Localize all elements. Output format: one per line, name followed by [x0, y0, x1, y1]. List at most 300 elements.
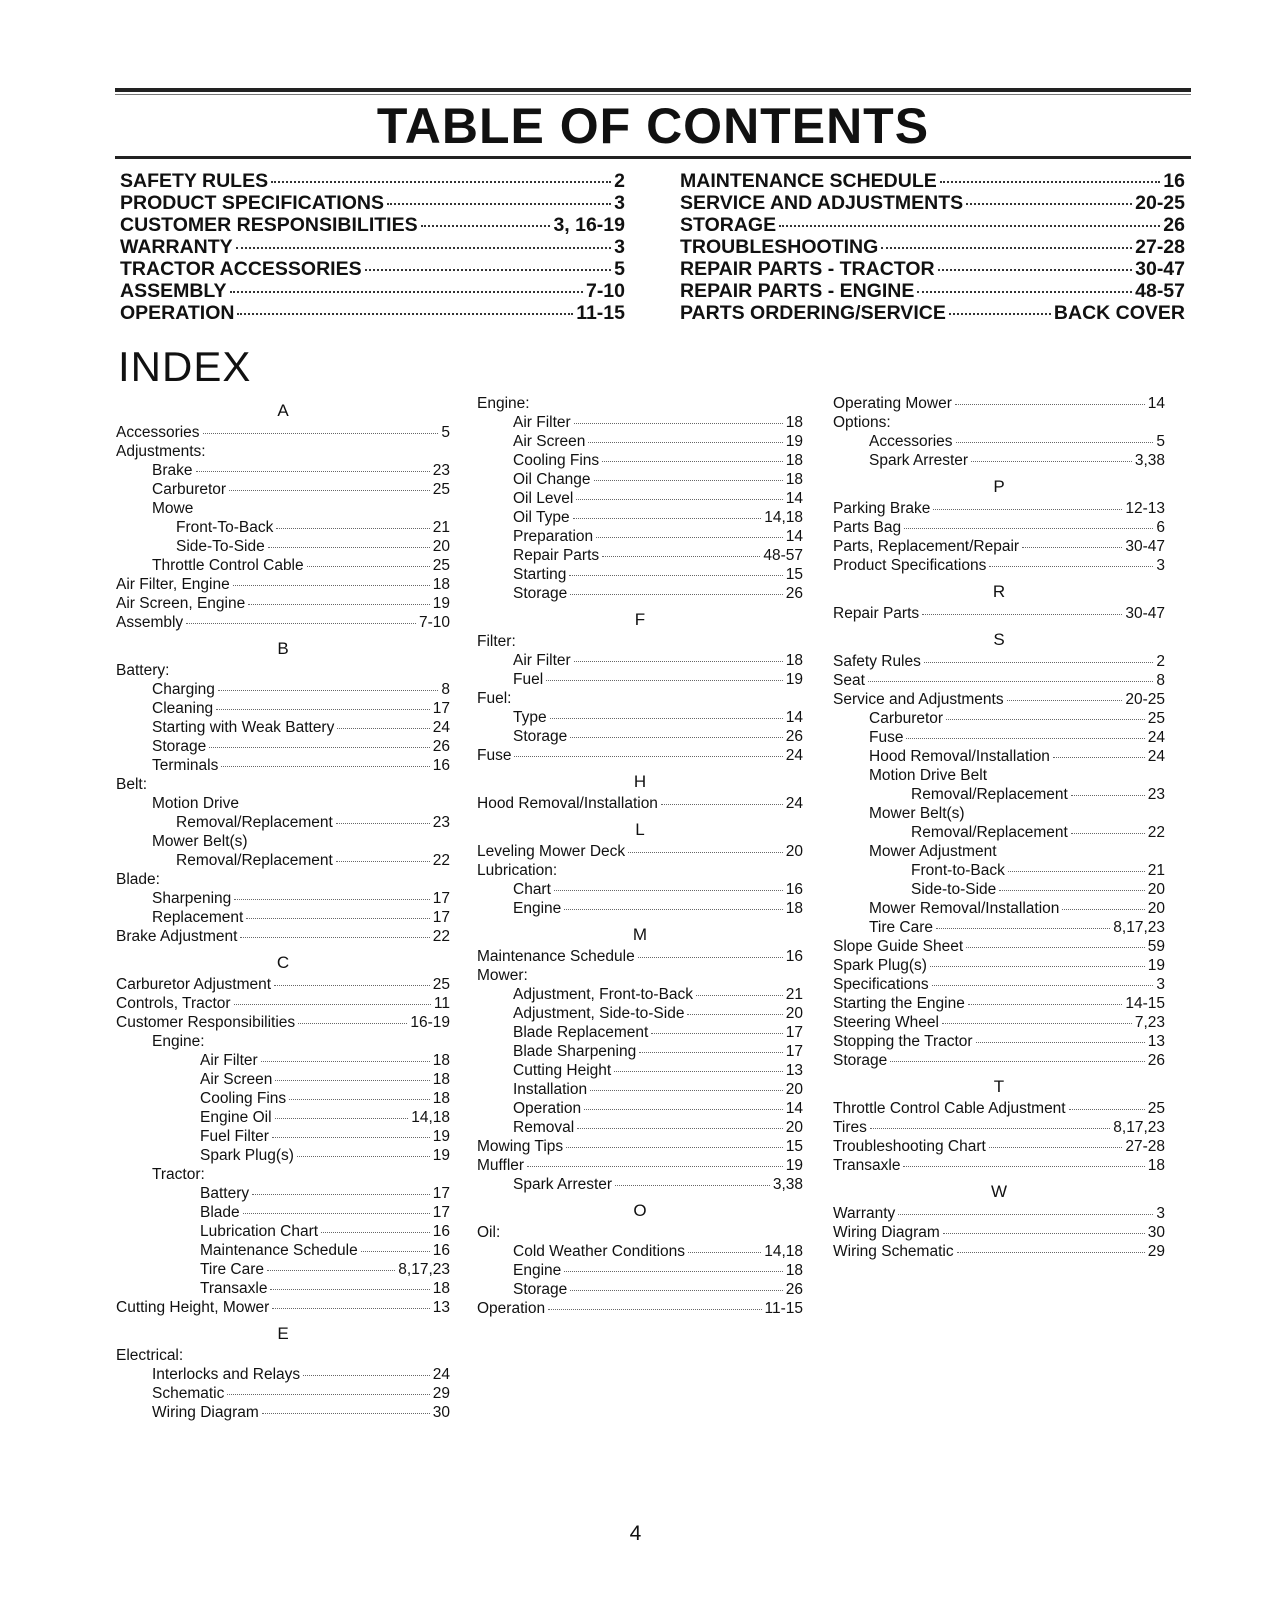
leader-dots: [956, 442, 1154, 443]
index-entry: [116, 756, 450, 775]
leader-dots: [221, 766, 429, 767]
index-entry-label: Cleaning: [152, 700, 214, 717]
index-entry: [477, 966, 803, 985]
leader-dots: [564, 909, 782, 910]
leader-dots: [917, 291, 1132, 293]
index-entry: [116, 851, 450, 870]
index-entry-label: Brake: [152, 462, 193, 479]
leader-dots: [638, 957, 783, 958]
index-entry-page: 17: [785, 1024, 803, 1041]
leader-dots: [940, 181, 1161, 183]
index-entry-page: 12-13: [1125, 500, 1165, 517]
leader-dots: [966, 947, 1145, 948]
index-entry-label: Spark Arrester: [513, 1176, 613, 1193]
leader-dots: [276, 528, 429, 529]
index-entry: [116, 680, 450, 699]
leader-dots: [602, 461, 783, 462]
index-entry-page: 27-28: [1125, 1138, 1165, 1155]
toc-entry-label: TRACTOR ACCESSORIES: [120, 258, 362, 280]
leader-dots: [203, 433, 439, 434]
index-entry-label: Accessories: [869, 433, 953, 450]
index-entry-page: 14,18: [764, 509, 803, 526]
leader-dots: [933, 509, 1122, 510]
index-letter-heading: T: [993, 1077, 1005, 1096]
index-entry-label: Blade:: [116, 871, 160, 888]
index-entry-page: 14: [785, 528, 803, 545]
index-letter-heading: H: [633, 772, 647, 791]
toc-entry: [680, 302, 1185, 324]
toc-left-column: [120, 170, 625, 324]
index-entry-label: Mower Adjustment: [869, 843, 997, 860]
index-entry-page: 29: [1147, 1243, 1165, 1260]
leader-dots: [574, 661, 783, 662]
leader-dots: [890, 1061, 1144, 1062]
top-rule: [115, 88, 1191, 92]
index-entry-label: Parking Brake: [833, 500, 931, 517]
index-entry-page: 18: [785, 1262, 803, 1279]
index-entry-label: Removal/Replacement: [176, 814, 333, 831]
index-entry-page: 14: [1147, 395, 1165, 412]
toc-entry-label: WARRANTY: [120, 236, 233, 258]
index-entry-label: Repair Parts: [833, 605, 920, 622]
index-entry-label: Repair Parts: [513, 547, 600, 564]
index-entry: [116, 499, 450, 518]
toc-entry-label: REPAIR PARTS - ENGINE: [680, 280, 915, 302]
toc-entry: [120, 280, 625, 302]
leader-dots: [546, 680, 783, 681]
index-letter-heading: L: [635, 820, 645, 839]
leader-dots: [307, 566, 430, 567]
index-entry: [833, 394, 1165, 413]
index-entry: [477, 584, 803, 603]
index-entry-label: Transaxle: [200, 1280, 268, 1297]
index-entry-label: Wiring Schematic: [833, 1243, 954, 1260]
index-entry-page: 30: [1147, 1224, 1165, 1241]
index-entry-page: 7,23: [1134, 1014, 1165, 1031]
leader-dots: [262, 1413, 430, 1414]
leader-dots: [1007, 700, 1123, 701]
index-letter-heading: P: [993, 477, 1005, 496]
index-entry-label: Filter:: [477, 633, 516, 650]
index-entry: [116, 1384, 450, 1403]
index-letter-heading: E: [277, 1324, 289, 1343]
index-entry-page: 14: [785, 490, 803, 507]
index-entry-page: 25: [432, 481, 450, 498]
index-entry-label: Storage: [513, 585, 568, 602]
page-number: 4: [629, 1522, 642, 1545]
leader-dots: [968, 1004, 1123, 1005]
index-entry-label: Blade Sharpening: [513, 1043, 637, 1060]
index-entry: [833, 709, 1165, 728]
index-letter-heading: C: [276, 953, 290, 972]
toc-title: TABLE OF CONTENTS: [376, 98, 930, 154]
index-entry-label: Type: [513, 709, 547, 726]
index-entry: [116, 1146, 450, 1165]
leader-dots: [236, 247, 611, 249]
leader-dots: [550, 718, 783, 719]
index-entry: [833, 556, 1165, 575]
index-entry: [477, 985, 803, 1004]
toc-rule: [115, 156, 1191, 159]
index-entry-page: 2: [1156, 653, 1165, 670]
index-entry-label: Wiring Diagram: [833, 1224, 940, 1241]
index-entry: [477, 899, 803, 918]
leader-dots: [661, 804, 783, 805]
leader-dots: [267, 1270, 395, 1271]
index-entry: [116, 461, 450, 480]
index-entry: [477, 1261, 803, 1280]
index-entry-label: Battery: [200, 1185, 250, 1202]
toc-entry-page: 16: [1163, 170, 1185, 192]
index-entry-page: 13: [785, 1062, 803, 1079]
leader-dots: [554, 890, 783, 891]
index-entry-label: Mower:: [477, 967, 528, 984]
index-entry: [833, 652, 1165, 671]
leader-dots: [336, 823, 430, 824]
index-entry-page: 30: [432, 1404, 450, 1421]
index-title: INDEX: [118, 343, 252, 390]
index-entry-page: 20: [785, 1005, 803, 1022]
index-entry-label: Mower Belt(s): [152, 833, 248, 850]
index-entry-label: Specifications: [833, 976, 929, 993]
index-entry: [833, 994, 1165, 1013]
leader-dots: [243, 1213, 430, 1214]
toc-entry-page: 26: [1163, 214, 1185, 236]
index-entry: [477, 546, 803, 565]
index-entry: [116, 1051, 450, 1070]
index-entry-label: Seat: [833, 672, 865, 689]
index-entry-page: 20: [785, 843, 803, 860]
leader-dots: [240, 937, 429, 938]
toc-entry: [120, 214, 625, 236]
index-entry-label: Engine: [513, 1262, 562, 1279]
index-entry: [477, 1223, 803, 1242]
index-entry-page: 16: [432, 1223, 450, 1240]
index-entry-page: 18: [432, 1071, 450, 1088]
index-entry: [833, 1223, 1165, 1242]
leader-dots: [688, 1252, 761, 1253]
index-entry-label: Fuel: [513, 671, 544, 688]
index-entry: [116, 1365, 450, 1384]
index-letter-heading: W: [990, 1182, 1008, 1201]
index-letter-heading: S: [993, 630, 1005, 649]
leader-dots: [1022, 547, 1122, 548]
index-entry-page: 8,17,23: [1113, 1119, 1165, 1136]
leader-dots: [303, 1375, 430, 1376]
index-entry-page: 19: [785, 433, 803, 450]
index-entry-label: Air Filter: [513, 652, 571, 669]
toc-entry: [120, 170, 625, 192]
leader-dots: [949, 313, 1051, 315]
index-entry-page: 17: [432, 700, 450, 717]
index-entry-label: Schematic: [152, 1385, 225, 1402]
index-entry-label: Interlocks and Relays: [152, 1366, 301, 1383]
toc-entry-page: 3: [614, 236, 625, 258]
index-entry-page: 21: [1147, 862, 1165, 879]
index-entry: [833, 956, 1165, 975]
index-entry-page: 17: [432, 1185, 450, 1202]
leader-dots: [898, 1214, 1153, 1215]
index-entry-page: 26: [785, 1281, 803, 1298]
index-entry: [477, 947, 803, 966]
leader-dots: [230, 291, 583, 293]
index-entry-label: Spark Arrester: [869, 452, 969, 469]
index-entry: [833, 413, 1165, 432]
leader-dots: [938, 269, 1133, 271]
leader-dots: [976, 1042, 1145, 1043]
index-letter-heading: F: [634, 610, 646, 629]
index-entry-page: 24: [785, 795, 803, 812]
index-entry: [477, 451, 803, 470]
index-entry-label: Charging: [152, 681, 215, 698]
index-entry-page: 14: [785, 709, 803, 726]
index-entry-label: Engine Oil: [200, 1109, 272, 1126]
index-entry-label: Tires: [833, 1119, 867, 1136]
index-entry-page: 22: [432, 928, 450, 945]
index-entry-label: Removal/Replacement: [911, 824, 1068, 841]
index-entry: [477, 1242, 803, 1261]
index-entry-label: Operation: [477, 1300, 546, 1317]
index-entry-page: 17: [432, 890, 450, 907]
index-entry-label: Stopping the Tractor: [833, 1033, 973, 1050]
index-entry-label: Oil Level: [513, 490, 574, 507]
index-entry-page: 20: [1147, 881, 1165, 898]
index-entry-page: 11: [433, 995, 450, 1012]
leader-dots: [868, 681, 1153, 682]
index-entry: [116, 1279, 450, 1298]
index-entry-page: 18: [785, 652, 803, 669]
toc-entry-label: OPERATION: [120, 302, 235, 324]
index-letter-heading: R: [992, 582, 1006, 601]
leader-dots: [218, 690, 438, 691]
index-entry: [833, 432, 1165, 451]
index-entry-label: Air Screen: [513, 433, 586, 450]
index-entry-label: Customer Responsibilities: [116, 1014, 296, 1031]
toc-entry-label: PARTS ORDERING/SERVICE: [680, 302, 946, 324]
index-entry: [477, 1042, 803, 1061]
index-entry: [833, 766, 1165, 785]
index-entry-label: Accessories: [116, 424, 200, 441]
index-entry: [477, 651, 803, 670]
index-entry: [116, 975, 450, 994]
index-entry: [833, 499, 1165, 518]
leader-dots: [268, 547, 430, 548]
leader-dots: [574, 423, 783, 424]
index-entry-label: Cutting Height: [513, 1062, 612, 1079]
index-entry: [833, 880, 1165, 899]
top-rule-thin: [115, 94, 1191, 95]
index-entry-page: 8,17,23: [1113, 919, 1165, 936]
index-entry: [116, 1165, 450, 1184]
leader-dots: [922, 614, 1122, 615]
index-entry: [477, 1023, 803, 1042]
index-entry: [116, 423, 450, 442]
leader-dots: [570, 737, 782, 738]
leader-dots: [924, 662, 1153, 663]
index-entry-label: Fuse: [869, 729, 904, 746]
index-entry-label: Storage: [152, 738, 207, 755]
index-entry-page: 18: [432, 1090, 450, 1107]
index-entry: [477, 670, 803, 689]
index-entry: [833, 823, 1165, 842]
index-entry-label: Adjustments:: [116, 443, 206, 460]
index-entry: [116, 1108, 450, 1127]
leader-dots: [289, 1099, 430, 1100]
index-entry: [477, 1004, 803, 1023]
leader-dots: [246, 918, 429, 919]
index-entry: [477, 1099, 803, 1118]
index-entry: [116, 794, 450, 813]
index-entry-page: 26: [432, 738, 450, 755]
index-entry: [116, 1203, 450, 1222]
leader-dots: [602, 556, 760, 557]
index-entry: [477, 1137, 803, 1156]
index-entry-page: 14: [785, 1100, 803, 1117]
index-entry: [477, 489, 803, 508]
index-entry-page: 14-15: [1125, 995, 1165, 1012]
index-entry: [833, 671, 1165, 690]
index-entry-page: 19: [785, 1157, 803, 1174]
index-entry: [477, 1118, 803, 1137]
toc-entry: [120, 236, 625, 258]
toc-entry: [120, 192, 625, 214]
index-entry: [116, 775, 450, 794]
index-entry-page: 22: [1147, 824, 1165, 841]
index-entry: [833, 899, 1165, 918]
index-entry: [833, 1118, 1165, 1137]
leader-dots: [336, 861, 430, 862]
index-entry-page: 8,17,23: [398, 1261, 450, 1278]
index-entry-page: 14,18: [764, 1243, 803, 1260]
index-entry-page: 18: [432, 576, 450, 593]
leader-dots: [570, 1290, 782, 1291]
index-entry-page: 19: [432, 1128, 450, 1145]
index-entry-label: Belt:: [116, 776, 148, 793]
index-entry: [477, 1061, 803, 1080]
leader-dots: [687, 1014, 782, 1015]
leader-dots: [387, 203, 611, 205]
index-entry: [116, 994, 450, 1013]
index-entry-label: Electrical:: [116, 1347, 184, 1364]
index-entry-label: Fuel Filter: [200, 1128, 269, 1145]
index-entry-label: Blade Replacement: [513, 1024, 649, 1041]
index-entry: [116, 537, 450, 556]
index-entry: [477, 470, 803, 489]
index-entry-page: 8: [1156, 672, 1165, 689]
leader-dots: [272, 1308, 429, 1309]
index-entry-label: Installation: [513, 1081, 588, 1098]
index-entry: [477, 1080, 803, 1099]
index-entry-page: 21: [785, 986, 803, 1003]
index-entry-label: Air Screen, Engine: [116, 595, 246, 612]
leader-dots: [989, 1147, 1123, 1148]
index-entry-label: Starting with Weak Battery: [152, 719, 335, 736]
leader-dots: [955, 404, 1145, 405]
index-entry-page: 24: [1147, 729, 1165, 746]
leader-dots: [234, 899, 429, 900]
index-entry: [116, 1089, 450, 1108]
index-entry-label: Replacement: [152, 909, 244, 926]
leader-dots: [569, 575, 782, 576]
toc-entry-page: 11-15: [576, 302, 625, 324]
index-entry-page: 6: [1156, 519, 1165, 536]
index-entry-label: Leveling Mower Deck: [477, 843, 626, 860]
leader-dots: [1071, 833, 1145, 834]
index-entry: [116, 1241, 450, 1260]
index-entry-page: 17: [432, 1204, 450, 1221]
index-entry: [116, 1070, 450, 1089]
index-entry: [833, 1137, 1165, 1156]
index-entry-label: Operation: [513, 1100, 582, 1117]
index-entry-label: Muffler: [477, 1157, 525, 1174]
index-entry-page: 25: [1147, 1100, 1165, 1117]
index-entry: [116, 613, 450, 632]
toc-entry-label: SERVICE AND ADJUSTMENTS: [680, 192, 964, 214]
leader-dots: [904, 528, 1153, 529]
index-entry: [116, 1298, 450, 1317]
index-entry-page: 16-19: [410, 1014, 450, 1031]
index-entry-page: 23: [1147, 786, 1165, 803]
index-column-1: [116, 394, 450, 1422]
index-entry-label: Storage: [513, 1281, 568, 1298]
index-entry: [116, 813, 450, 832]
index-entry-page: 15: [785, 566, 803, 583]
index-entry: [477, 861, 803, 880]
index-entry: [477, 708, 803, 727]
index-entry-label: Steering Wheel: [833, 1014, 939, 1031]
leader-dots: [588, 442, 782, 443]
index-entry-label: Carburetor Adjustment: [116, 976, 272, 993]
index-entry: [477, 727, 803, 746]
index-entry-page: 20: [785, 1119, 803, 1136]
toc-entry-page: 7-10: [585, 280, 625, 302]
leader-dots: [297, 1156, 430, 1157]
index-entry-label: Lubrication Chart: [200, 1223, 319, 1240]
index-entry-page: 24: [1147, 748, 1165, 765]
index-letter-heading: B: [277, 639, 289, 658]
leader-dots: [361, 1251, 430, 1252]
toc-entry-page: 3, 16-19: [553, 214, 625, 236]
index-entry-page: 59: [1147, 938, 1165, 955]
toc-right-column: [680, 170, 1185, 324]
leader-dots: [966, 203, 1132, 205]
index-entry: [477, 794, 803, 813]
leader-dots: [573, 518, 762, 519]
leader-dots: [275, 1118, 409, 1119]
index-entry-page: 48-57: [763, 547, 803, 564]
index-entry-page: 22: [432, 852, 450, 869]
toc-entry: [680, 236, 1185, 258]
index-entry: [116, 1184, 450, 1203]
leader-dots: [421, 225, 551, 227]
leader-dots: [971, 461, 1132, 462]
leader-dots: [566, 1147, 783, 1148]
index-entry-label: Mowing Tips: [477, 1138, 564, 1155]
index-entry-page: 23: [432, 814, 450, 831]
index-entry: [477, 394, 803, 413]
index-entry-label: Product Specifications: [833, 557, 987, 574]
index-entry-label: Adjustment, Side-to-Side: [513, 1005, 685, 1022]
index-entry-label: Cold Weather Conditions: [513, 1243, 686, 1260]
leader-dots: [696, 995, 783, 996]
index-entry-page: 7-10: [418, 614, 450, 631]
index-entry: [116, 1127, 450, 1146]
index-entry-label: Throttle Control Cable: [152, 557, 304, 574]
index-entry: [116, 1260, 450, 1279]
leader-dots: [1062, 909, 1144, 910]
leader-dots: [237, 313, 573, 315]
index-entry-page: 3,38: [772, 1176, 803, 1193]
